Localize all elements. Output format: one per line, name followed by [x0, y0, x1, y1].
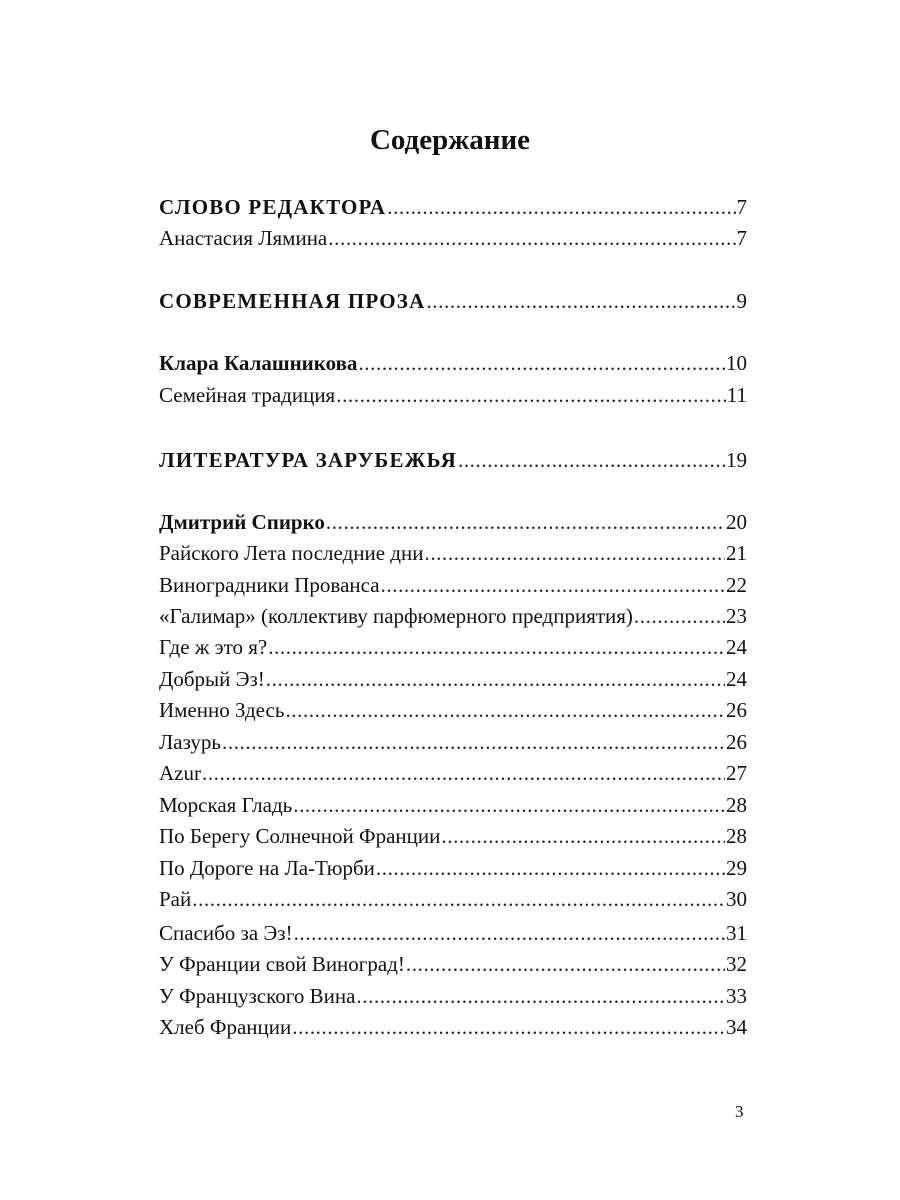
dot-leader [381, 569, 725, 601]
toc-entry-page: 24 [726, 667, 747, 691]
toc-entry-label: По Берегу Солнечной Франции [159, 824, 441, 848]
toc-entry [159, 789, 747, 821]
toc-entry [159, 948, 747, 980]
toc-entry-label: ЛИТЕРАТУРА ЗАРУБЕЖЬЯ [159, 448, 457, 472]
toc-entry-label: У Французского Вина [159, 984, 356, 1008]
toc-entry-label: Рай [159, 887, 192, 911]
toc-entry [159, 537, 747, 569]
toc-entry [159, 663, 747, 695]
toc-entry-page: 33 [726, 984, 747, 1008]
toc-entry-page: 28 [726, 793, 747, 817]
dot-leader [336, 379, 726, 411]
toc-entry-page: 26 [726, 730, 747, 754]
toc-entry [159, 820, 747, 852]
toc-entry-label: Анастасия Лямина [159, 226, 328, 250]
toc-entry [159, 757, 747, 789]
toc-entry-label: Дмитрий Спирко [159, 510, 325, 534]
toc-entry-label: Лазурь [159, 730, 221, 754]
dot-leader [266, 663, 725, 695]
toc-entry-page: 7 [736, 195, 747, 219]
toc-entry [159, 222, 747, 254]
toc-entry-label: У Франции свой Виноград! [159, 952, 405, 976]
toc-entry-page: 7 [736, 226, 747, 250]
dot-leader [424, 537, 725, 569]
dot-leader [285, 694, 725, 726]
toc-entry-label: Azur [159, 761, 201, 785]
dot-leader [441, 820, 725, 852]
toc-entry [159, 883, 747, 915]
toc-section-editor [159, 191, 747, 223]
page-title: Содержание [369, 124, 531, 156]
toc-entry-page: 22 [726, 573, 747, 597]
toc-entry-label: Именно Здесь [159, 698, 285, 722]
toc-entry [159, 980, 747, 1012]
dot-leader [426, 285, 735, 317]
toc-entry-label: Виноградники Прованса [159, 573, 380, 597]
toc-entry [159, 852, 747, 884]
toc-entry-label: Райского Лета последние дни [159, 541, 424, 565]
dot-leader [406, 948, 725, 980]
dot-leader [268, 631, 725, 663]
toc-entry-page: 9 [736, 289, 747, 313]
dot-leader [356, 980, 725, 1012]
toc-entry-page: 19 [726, 448, 747, 472]
dot-leader [376, 852, 725, 884]
toc-author [159, 506, 747, 538]
toc-entry [159, 917, 747, 949]
toc-entry-page: 26 [726, 698, 747, 722]
dot-leader [634, 600, 725, 632]
toc-author [159, 347, 747, 379]
dot-leader [326, 506, 725, 538]
toc-entry [159, 379, 747, 411]
dot-leader [222, 726, 725, 758]
toc-entry-page: 20 [726, 510, 747, 534]
toc-entry-page: 34 [726, 1015, 747, 1039]
toc-entry-label: Клара Калашникова [159, 351, 358, 375]
toc-entry [159, 569, 747, 601]
toc-entry-page: 21 [726, 541, 747, 565]
dot-leader [328, 222, 735, 254]
toc-entry [159, 631, 747, 663]
toc-entry [159, 726, 747, 758]
toc-entry-label: Хлеб Франции [159, 1015, 292, 1039]
toc-entry-label: Семейная традиция [159, 383, 336, 407]
toc-entry-label: Где ж это я? [159, 635, 268, 659]
dot-leader [192, 883, 725, 915]
dot-leader [294, 917, 725, 949]
dot-leader [292, 1011, 725, 1043]
toc-entry-label: Добрый Эз! [159, 667, 265, 691]
toc-entry-label: Спасибо за Эз! [159, 921, 293, 945]
dot-leader [293, 789, 725, 821]
toc-entry-page: 28 [726, 824, 747, 848]
toc-entry [159, 600, 747, 632]
toc-entry [159, 1011, 747, 1043]
toc-entry-label: СОВРЕМЕННАЯ ПРОЗА [159, 289, 426, 313]
toc-section-foreign [159, 444, 747, 476]
page-number: 3 [735, 1102, 744, 1121]
toc-entry-label: По Дороге на Ла-Тюрби [159, 856, 375, 880]
toc-entry-page: 27 [726, 761, 747, 785]
dot-leader [202, 757, 725, 789]
toc-entry-label: «Галимар» (коллективу парфюмерного предприятия) [159, 604, 633, 628]
toc-entry-page: 31 [726, 921, 747, 945]
toc-section-prose [159, 285, 747, 317]
toc-entry-label: Морская Гладь [159, 793, 293, 817]
toc-entry-page: 29 [726, 856, 747, 880]
toc-entry [159, 694, 747, 726]
toc-entry-page: 32 [726, 952, 747, 976]
toc-entry-page: 23 [726, 604, 747, 628]
toc-entry-page: 11 [726, 383, 747, 407]
toc-entry-page: 10 [726, 351, 747, 375]
toc-entry-label: СЛОВО РЕДАКТОРА [159, 195, 387, 219]
toc-entry-page: 24 [726, 635, 747, 659]
dot-leader [387, 191, 735, 223]
toc-entry-page: 30 [726, 887, 747, 911]
dot-leader [458, 444, 725, 476]
dot-leader [358, 347, 725, 379]
